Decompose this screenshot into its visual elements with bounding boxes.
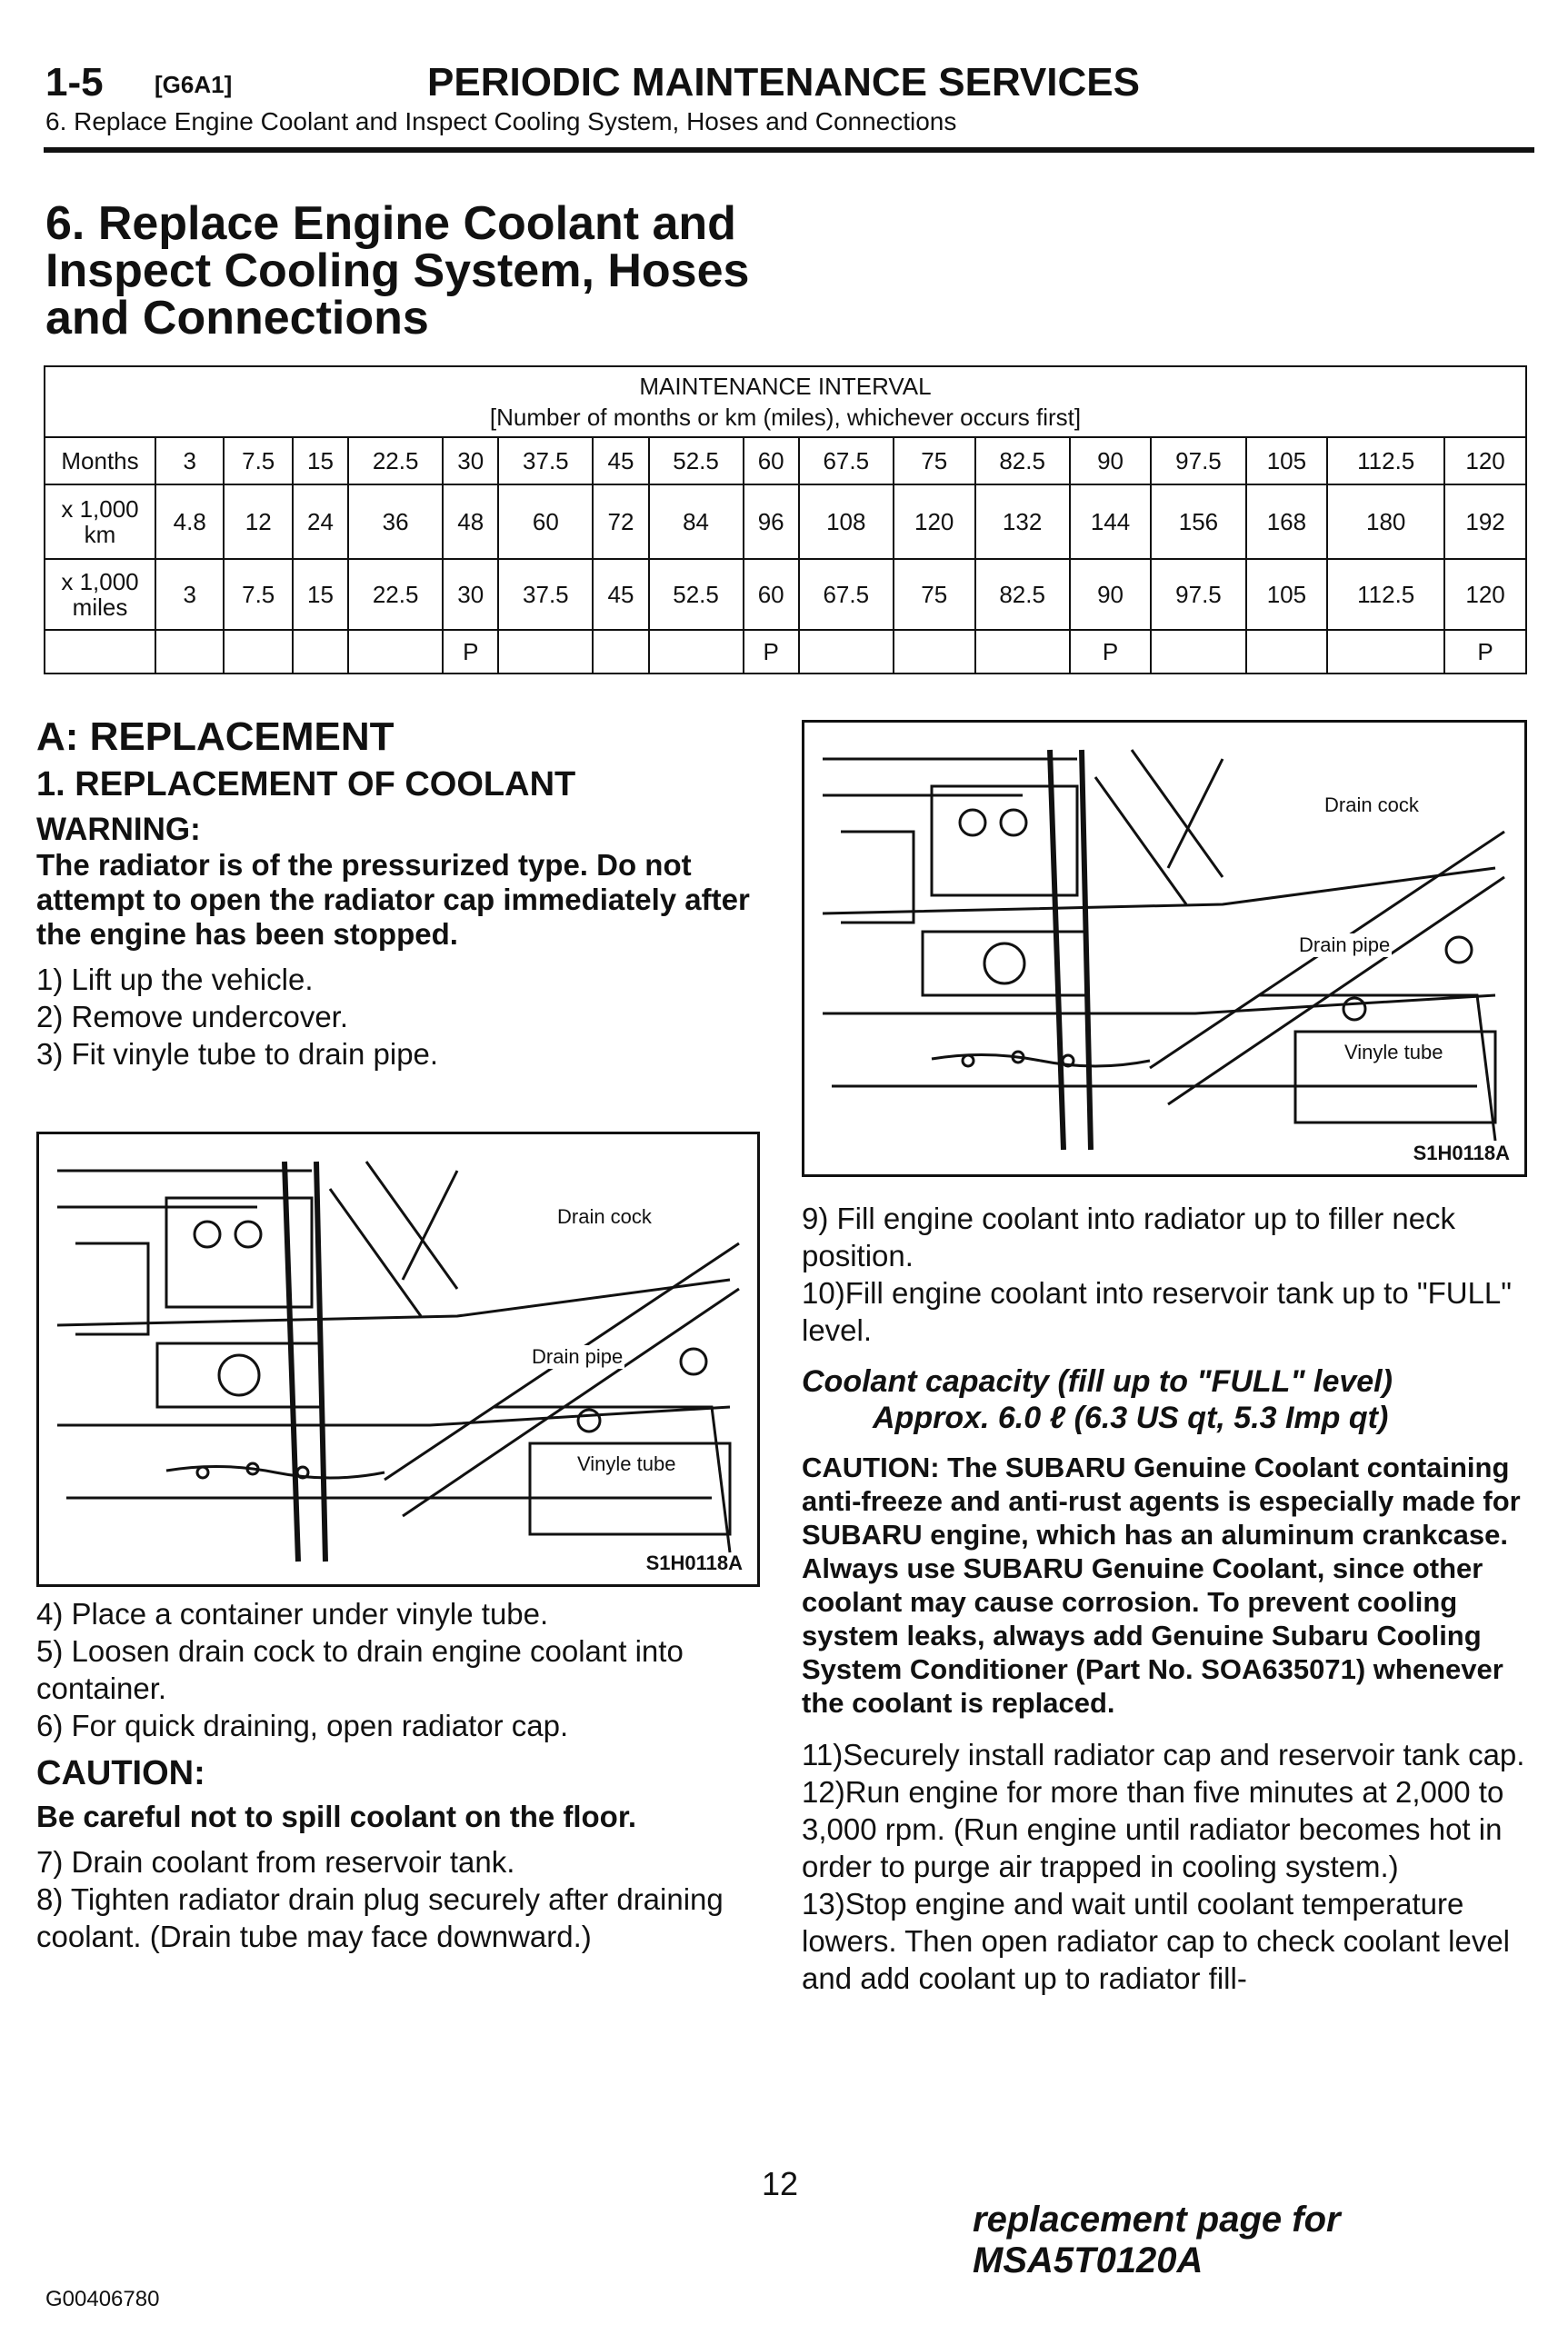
interval-row <box>45 437 1526 484</box>
step-item: 3) Fit vinyle tube to drain pipe. <box>36 1037 439 1071</box>
step-list-5 <box>802 1736 1529 1997</box>
interval-cell <box>224 630 292 674</box>
step-item: 10)Fill engine coolant into reservoir tank up to "FULL" level. <box>802 1276 1512 1347</box>
interval-cell <box>155 630 224 674</box>
coolant-capacity-label: Coolant capacity (fill up to "FULL" level) <box>802 1364 1393 1399</box>
interval-row-label: x 1,000 km <box>45 484 155 559</box>
interval-cell: P <box>1070 630 1152 674</box>
page-title: PERIODIC MAINTENANCE SERVICES <box>427 60 1140 105</box>
label-drain-pipe: Drain pipe <box>1299 933 1391 956</box>
interval-cell: 75 <box>894 437 975 484</box>
caution-text: Be careful not to spill coolant on the floor. <box>36 1800 637 1833</box>
document-id: G00406780 <box>45 2287 160 2311</box>
step-item: 2) Remove undercover. <box>36 1000 349 1033</box>
step-item: 1) Lift up the vehicle. <box>36 963 314 996</box>
interval-table-body <box>45 437 1526 674</box>
interval-cell: 72 <box>593 484 648 559</box>
interval-cell: 7.5 <box>224 437 292 484</box>
label-drain-pipe: Drain pipe <box>532 1345 624 1368</box>
step-item: 5) Loosen drain cock to drain engine coolant into container. <box>36 1634 684 1705</box>
maintenance-interval-table <box>44 365 1527 674</box>
caution-heading: CAUTION: <box>36 1754 205 1792</box>
interval-cell: 112.5 <box>1327 437 1444 484</box>
interval-cell: 22.5 <box>348 437 443 484</box>
interval-cell: 105 <box>1246 437 1328 484</box>
step-list-3 <box>36 1843 782 1955</box>
interval-cell: 84 <box>649 484 744 559</box>
left-column <box>36 714 782 1073</box>
interval-cell: 48 <box>443 484 498 559</box>
interval-row <box>45 484 1526 559</box>
step-item: 12)Run engine for more than five minutes at 2,000 to 3,000 rpm. (Run engine until radiator becomes hot in order to purge air trapped in cooling system.) <box>802 1775 1504 1883</box>
interval-cell: 97.5 <box>1151 437 1245 484</box>
figure-id: S1H0118A <box>645 1552 743 1574</box>
interval-cell: P <box>443 630 498 674</box>
interval-cell: 52.5 <box>649 559 744 630</box>
interval-cell: 67.5 <box>799 437 894 484</box>
interval-cell: 132 <box>975 484 1070 559</box>
interval-cell: 180 <box>1327 484 1444 559</box>
step-item: 4) Place a container under vinyle tube. <box>36 1597 549 1631</box>
interval-cell: 96 <box>744 484 799 559</box>
interval-cell: 37.5 <box>498 437 593 484</box>
figure-drain-left <box>36 1132 760 1587</box>
header-rule <box>44 147 1534 153</box>
interval-cell <box>593 630 648 674</box>
interval-cell: 60 <box>744 437 799 484</box>
interval-cell: 52.5 <box>649 437 744 484</box>
label-vinyle-tube: Vinyle tube <box>577 1452 676 1475</box>
interval-cell: 105 <box>1246 559 1328 630</box>
interval-cell: 156 <box>1151 484 1245 559</box>
interval-cell: 3 <box>155 559 224 630</box>
interval-header-line1: MAINTENANCE INTERVAL <box>639 373 932 400</box>
page-subtitle: 6. Replace Engine Coolant and Inspect Cooling System, Hoses and Connections <box>45 107 957 135</box>
interval-cell: 7.5 <box>224 559 292 630</box>
left-column-lower <box>36 1595 782 1955</box>
interval-cell: 108 <box>799 484 894 559</box>
interval-cell: 67.5 <box>799 559 894 630</box>
interval-cell: 15 <box>293 437 348 484</box>
section-number: 1-5 <box>45 60 104 105</box>
engine-underside-illustration <box>804 723 1524 1174</box>
interval-cell <box>1327 630 1444 674</box>
replacement-heading: A: REPLACEMENT <box>36 714 394 759</box>
interval-cell: 120 <box>1444 559 1526 630</box>
interval-cell: 30 <box>443 437 498 484</box>
interval-cell <box>799 630 894 674</box>
step-item: 6) For quick draining, open radiator cap. <box>36 1709 569 1742</box>
step-item: 9) Fill engine coolant into radiator up to filler neck position. <box>802 1202 1456 1272</box>
warning-heading: WARNING: <box>36 812 201 847</box>
interval-cell: 36 <box>348 484 443 559</box>
coolant-capacity-value: Approx. 6.0 ℓ (6.3 US qt, 5.3 Imp qt) <box>873 1401 1389 1435</box>
figure-drain-right <box>802 720 1527 1177</box>
warning-text: The radiator is of the pressurized type. Do not attempt to open the radiator cap immediately after the engine has been stopped. <box>36 848 750 951</box>
interval-cell: 22.5 <box>348 559 443 630</box>
interval-cell: 120 <box>894 484 975 559</box>
interval-cell: 168 <box>1246 484 1328 559</box>
interval-cell: P <box>744 630 799 674</box>
interval-cell <box>498 630 593 674</box>
step-item: 7) Drain coolant from reservoir tank. <box>36 1845 515 1879</box>
step-item: 8) Tighten radiator drain plug securely after draining coolant. (Drain tube may face downward.) <box>36 1882 724 1953</box>
interval-cell <box>293 630 348 674</box>
interval-cell: 120 <box>1444 437 1526 484</box>
interval-cell <box>1246 630 1328 674</box>
replacement-note: replacement page for MSA5T0120A <box>973 2200 1341 2280</box>
label-vinyle-tube: Vinyle tube <box>1344 1041 1443 1063</box>
interval-cell: 37.5 <box>498 559 593 630</box>
interval-cell: 144 <box>1070 484 1152 559</box>
interval-cell <box>1151 630 1245 674</box>
label-drain-cock: Drain cock <box>1324 793 1419 816</box>
interval-cell <box>975 630 1070 674</box>
interval-cell: 82.5 <box>975 437 1070 484</box>
interval-table-header <box>45 366 1526 437</box>
interval-row-label <box>45 630 155 674</box>
interval-cell <box>348 630 443 674</box>
interval-cell: 90 <box>1070 559 1152 630</box>
interval-cell: 3 <box>155 437 224 484</box>
interval-row-label: Months <box>45 437 155 484</box>
engine-underside-illustration <box>39 1134 757 1584</box>
step-list-1 <box>36 961 782 1073</box>
step-list-4 <box>802 1200 1529 1349</box>
page-number: 12 <box>762 2165 799 2202</box>
interval-cell: 60 <box>498 484 593 559</box>
interval-cell: 97.5 <box>1151 559 1245 630</box>
genuine-coolant-caution: CAUTION: The SUBARU Genuine Coolant containing anti-freeze and anti-rust agents is especially made for SUBARU engine, which has an aluminum crankcase. Always use SUBARU Genuine Coolant, since other coolant may cause corrosion. To prevent cooling system leaks, always add Genuine Subaru Cooling System Conditioner (Part No. SOA635071) whenever the coolant is replaced. <box>802 1452 1521 1719</box>
section-title: 6. Replace Engine Coolant and Inspect Cooling System, Hoses and Connections <box>45 197 750 344</box>
interval-header-line2: [Number of months or km (miles), whichever occurs first] <box>489 404 1082 431</box>
interval-cell: 30 <box>443 559 498 630</box>
interval-cell: 24 <box>293 484 348 559</box>
interval-cell: 82.5 <box>975 559 1070 630</box>
coolant-capacity <box>802 1363 1529 1436</box>
interval-cell: 45 <box>593 559 648 630</box>
interval-cell <box>649 630 744 674</box>
interval-cell: 45 <box>593 437 648 484</box>
step-list-2 <box>36 1595 782 1744</box>
interval-cell: P <box>1444 630 1526 674</box>
interval-row <box>45 630 1526 674</box>
right-column <box>802 1200 1529 1997</box>
interval-cell <box>894 630 975 674</box>
interval-row <box>45 559 1526 630</box>
coolant-subheading: 1. REPLACEMENT OF COOLANT <box>36 765 576 803</box>
figure-id: S1H0118A <box>1413 1142 1510 1164</box>
step-item: 13)Stop engine and wait until coolant temperature lowers. Then open radiator cap to check coolant level and add coolant up to radiator fill- <box>802 1887 1511 1995</box>
interval-cell: 60 <box>744 559 799 630</box>
interval-cell: 12 <box>224 484 292 559</box>
interval-cell: 75 <box>894 559 975 630</box>
interval-row-label: x 1,000 miles <box>45 559 155 630</box>
step-item: 11)Securely install radiator cap and reservoir tank cap. <box>802 1738 1525 1771</box>
section-code: [G6A1] <box>155 71 233 98</box>
interval-cell: 192 <box>1444 484 1526 559</box>
interval-cell: 15 <box>293 559 348 630</box>
interval-cell: 90 <box>1070 437 1152 484</box>
label-drain-cock: Drain cock <box>557 1205 652 1228</box>
interval-cell: 4.8 <box>155 484 224 559</box>
interval-cell: 112.5 <box>1327 559 1444 630</box>
